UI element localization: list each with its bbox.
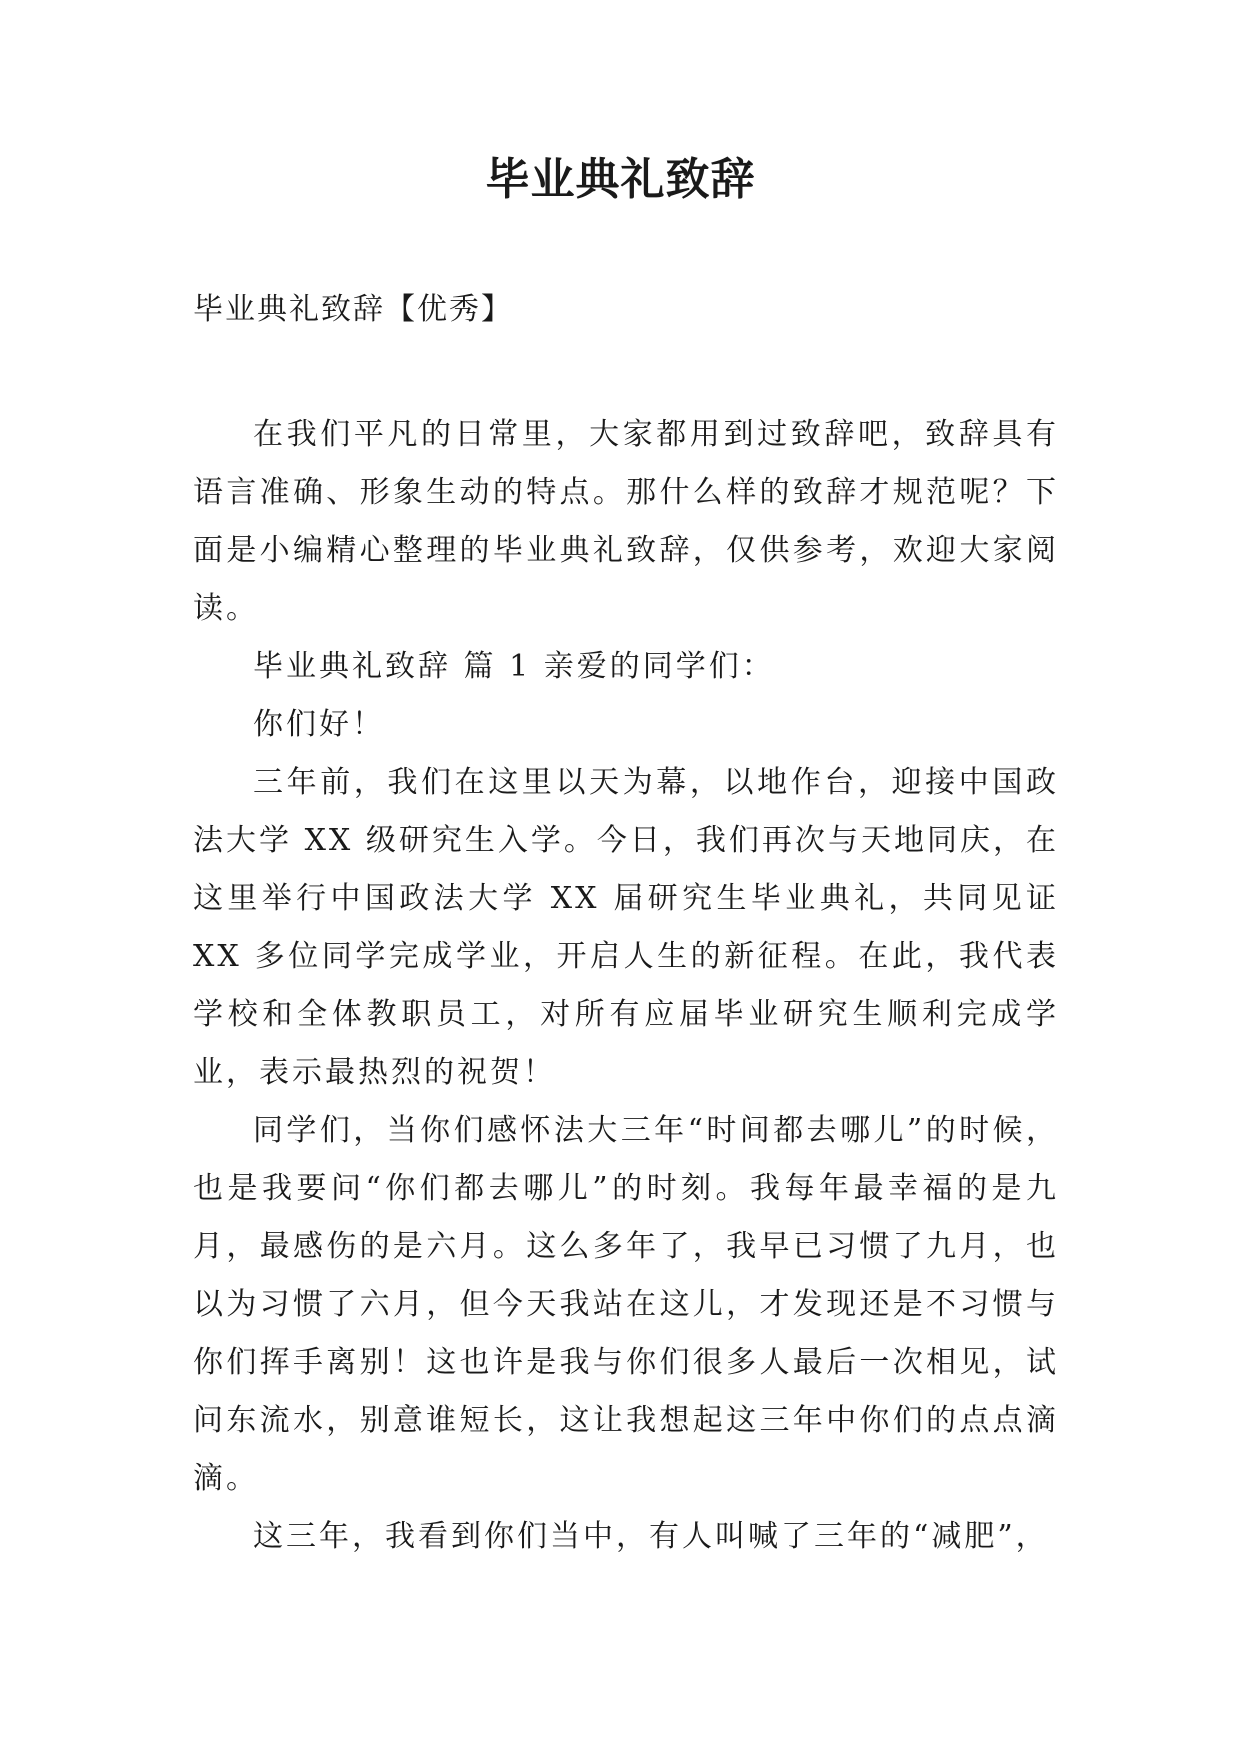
paragraph-three-years: 这三年，我看到你们当中，有人叫喊了三年的“减肥”， <box>253 1519 1049 1554</box>
document-subtitle: 毕业典礼致辞【优秀】 <box>193 292 513 327</box>
paragraph-opening: 三年前，我们在这里以天为幕，以地作台，迎接中国政法大学 XX 级研究生入学。今日，我们再次与天地同庆，在这里举行中国政法大学 XX 届研究生毕业典礼，共同见证 XX 多位同学完成学业，开启人生的新征程。在此，我代表学校和全体教职员工，对所有应届毕业研究生顺利完成学业，表示最热烈的祝贺！ <box>193 765 1059 1090</box>
paragraph-salutation: 毕业典礼致辞 篇 1 亲爱的同学们： <box>253 649 775 684</box>
paragraph-intro: 在我们平凡的日常里，大家都用到过致辞吧，致辞具有语言准确、形象生动的特点。那什么样的致辞才规范呢？下面是小编精心整理的毕业典礼致辞，仅供参考，欢迎大家阅读。 <box>193 417 1059 626</box>
document-title: 毕业典礼致辞 <box>485 154 756 205</box>
document-body <box>193 406 1059 1566</box>
paragraph-greeting: 你们好！ <box>253 707 385 742</box>
paragraph-reflection: 同学们，当你们感怀法大三年“时间都去哪儿”的时候，也是我要问“你们都去哪儿”的时刻。我每年最幸福的是九月，最感伤的是六月。这么多年了，我早已习惯了九月，也以为习惯了六月，但今天我站在这儿，才发现还是不习惯与你们挥手离别！这也许是我与你们很多人最后一次相见，试问东流水，别意谁短长，这让我想起这三年中你们的点点滴滴。 <box>193 1113 1059 1496</box>
